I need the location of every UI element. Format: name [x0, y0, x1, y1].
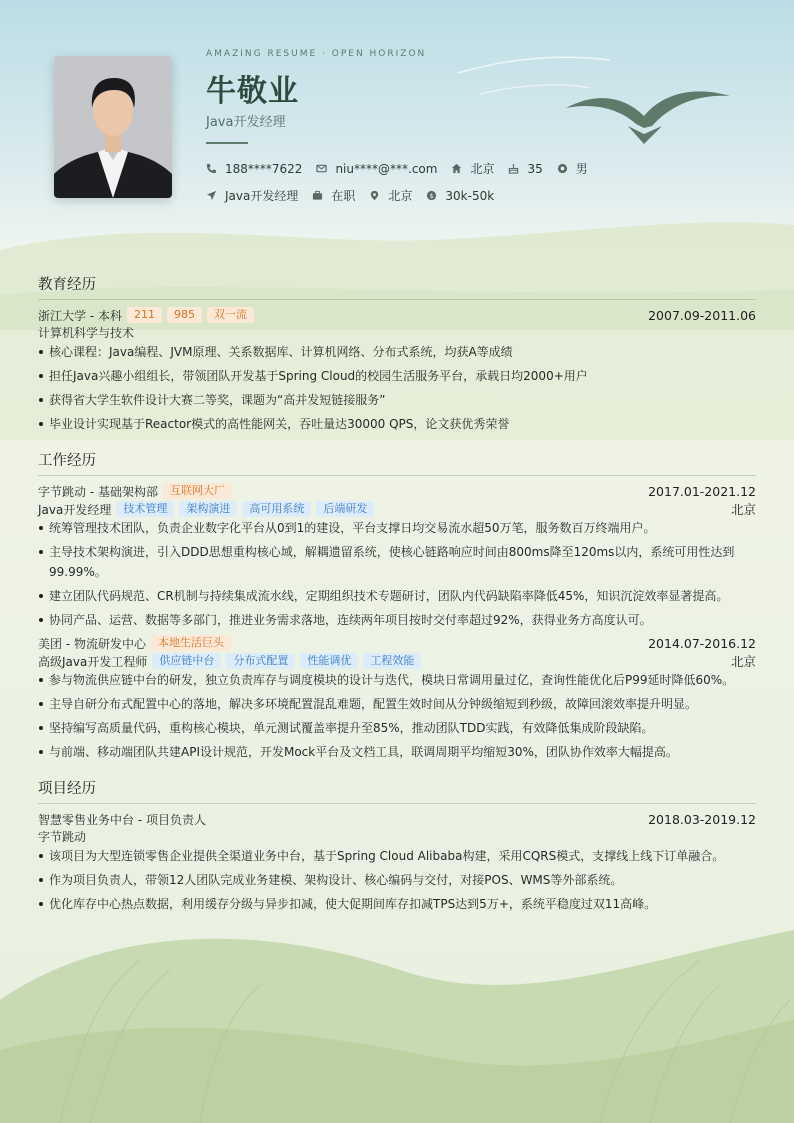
project-company: 字节跳动 [38, 830, 87, 844]
job-date: 2014.07-2016.12 [648, 635, 756, 651]
list-item: 协同产品、运营、数据等多部门，推进业务需求落地，连续两年项目按时交付率超过92%，获得业务方高度认可。 [38, 610, 756, 630]
projects-title: 项目经历 [38, 777, 756, 804]
target-city-text: 北京 [388, 189, 413, 203]
school-tag: 211 [127, 307, 162, 323]
list-item: 核心课程：Java编程、JVM原理、关系数据库、计算机网络、分布式系统，均获A等成绩 [38, 342, 756, 362]
major: 计算机科学与技术 [38, 326, 135, 340]
company-tag: 互联网大厂 [163, 483, 232, 499]
education-header [38, 306, 756, 324]
resume-tagline: AMAZING RESUME · OPEN HORIZON [206, 49, 427, 59]
company-tag: 本地生活巨头 [151, 635, 231, 651]
gender-text: 男 [575, 162, 588, 176]
list-item: 主导技术架构演进，引入DDD思想重构核心域，解耦遗留系统，使核心链路响应时间由800ms降至120ms以内，系统可用性达到99.99%。 [38, 542, 756, 582]
salary-icon [426, 190, 437, 201]
home-icon [451, 163, 462, 174]
job-role-row [38, 500, 756, 518]
skill-tag: 技术管理 [116, 501, 174, 517]
list-item: 作为项目负责人，带领12人团队完成业务建模、架构设计、核心编码与交付，对接POS、WMS等外部系统。 [38, 870, 756, 890]
candidate-title: Java开发经理 [206, 115, 286, 130]
skill-tag: 性能调优 [300, 653, 358, 669]
phone-text: 188****7622 [225, 161, 303, 176]
avatar-photo [54, 56, 172, 198]
list-item: 参与物流供应链中台的研发，独立负责库存与调度模块的设计与迭代，模块日常调用量过亿，查询性能优化后P99延时降低60%。 [38, 670, 756, 690]
company-name: 美团 - 物流研发中心 [38, 636, 146, 651]
skill-tag: 供应链中台 [152, 653, 221, 669]
list-item: 毕业设计实现基于Reactor模式的高性能网关，吞吐量达30000 QPS，论文获优秀荣誉 [38, 414, 756, 434]
job-location: 北京 [730, 654, 756, 669]
contact-row-2 [206, 187, 508, 204]
phone-icon [206, 163, 217, 174]
mail-icon [316, 163, 327, 174]
candidate-name: 牛敬业 [206, 74, 299, 109]
email-text: niu****@***.com [335, 161, 438, 176]
education-section [38, 273, 756, 438]
list-item: 建立团队代码规范、CR机制与持续集成流水线，定期组织技术专题研讨，团队内代码缺陷率降低45%，知识沉淀效率显著提高。 [38, 586, 756, 606]
phone-item[interactable] [206, 162, 302, 176]
list-item: 坚持编写高质量代码，重构核心模块，单元测试覆盖率提升至85%，推动团队TDD实践，有效降低集成阶段缺陷。 [38, 718, 756, 738]
skill-tag: 架构演进 [179, 501, 237, 517]
list-item: 主导自研分布式配置中心的落地，解决多环境配置混乱难题，配置生效时间从分钟级缩短到秒级，故障回滚效率提升明显。 [38, 694, 756, 714]
school-tag: 985 [167, 307, 202, 323]
skill-tag: 后端研发 [316, 501, 374, 517]
job-date: 2017.01-2021.12 [648, 483, 756, 499]
education-date: 2007.09-2011.06 [648, 307, 756, 323]
briefcase-icon [312, 190, 323, 201]
contact-row-1 [206, 160, 602, 177]
status-item [312, 187, 355, 204]
list-item: 优化库存中心热点数据，利用缓存分级与异步扣减，使大促期间库存扣减TPS达到5万+，系统平稳度过双11高峰。 [38, 894, 756, 914]
age-item [508, 162, 542, 176]
company-name: 字节跳动 - 基础架构部 [38, 484, 158, 499]
gender-item [557, 160, 588, 177]
list-item: 该项目为大型连锁零售企业提供全渠道业务中台，基于Spring Cloud Alibaba构建，采用CQRS模式，支撑线上线下订单融合。 [38, 846, 756, 866]
title-underline [206, 142, 248, 144]
age-text: 35 [527, 161, 543, 176]
cake-icon [508, 163, 519, 174]
status-text: 在职 [331, 189, 356, 203]
work-title: 工作经历 [38, 449, 756, 476]
salary-text: 30k-50k [445, 188, 495, 203]
skill-tag: 分布式配置 [226, 653, 295, 669]
job-bullets [38, 670, 756, 762]
job-role: Java开发经理 [38, 502, 112, 517]
target-city-item [369, 187, 412, 204]
projects-section [38, 777, 756, 918]
project-bullets [38, 846, 756, 914]
job-header [38, 482, 756, 500]
list-item: 与前端、移动端团队共建API设计规范，开发Mock平台及文档工具，联调周期平均缩短30%，团队协作效率大幅提高。 [38, 742, 756, 762]
email-item[interactable] [316, 162, 437, 176]
hometown-item [451, 160, 494, 177]
work-section [38, 449, 756, 766]
school-tag: 双一流 [207, 307, 254, 323]
job-role-row [38, 652, 756, 670]
list-item: 统筹管理技术团队，负责企业数字化平台从0到1的建设，平台支撑日均交易流水超50万笔，服务数百万终端用户。 [38, 518, 756, 538]
education-bullets [38, 342, 756, 434]
send-icon [206, 190, 217, 201]
skill-tag: 工程效能 [363, 653, 421, 669]
list-item: 担任Java兴趣小组组长，带领团队开发基于Spring Cloud的校园生活服务平台，承载日均2000+用户 [38, 366, 756, 386]
school-name: 浙江大学 - 本科 [38, 308, 122, 323]
education-title: 教育经历 [38, 273, 756, 300]
job-role: 高级Java开发工程师 [38, 654, 148, 669]
job-bullets [38, 518, 756, 630]
list-item: 获得省大学生软件设计大赛二等奖，课题为“高并发短链接服务” [38, 390, 756, 410]
hometown-text: 北京 [470, 162, 495, 176]
target-role-item [206, 187, 298, 204]
project-date: 2018.03-2019.12 [648, 811, 756, 827]
salary-item [426, 189, 494, 203]
job-header [38, 634, 756, 652]
project-name: 智慧零售业务中台 - 项目负责人 [38, 812, 206, 827]
skill-tag: 高可用系统 [242, 501, 311, 517]
svg-text:$: $ [429, 191, 434, 200]
gender-icon [557, 163, 568, 174]
project-header [38, 810, 756, 828]
location-pin-icon [369, 190, 380, 201]
job-location: 北京 [730, 502, 756, 517]
target-role-text: Java开发经理 [225, 189, 299, 203]
